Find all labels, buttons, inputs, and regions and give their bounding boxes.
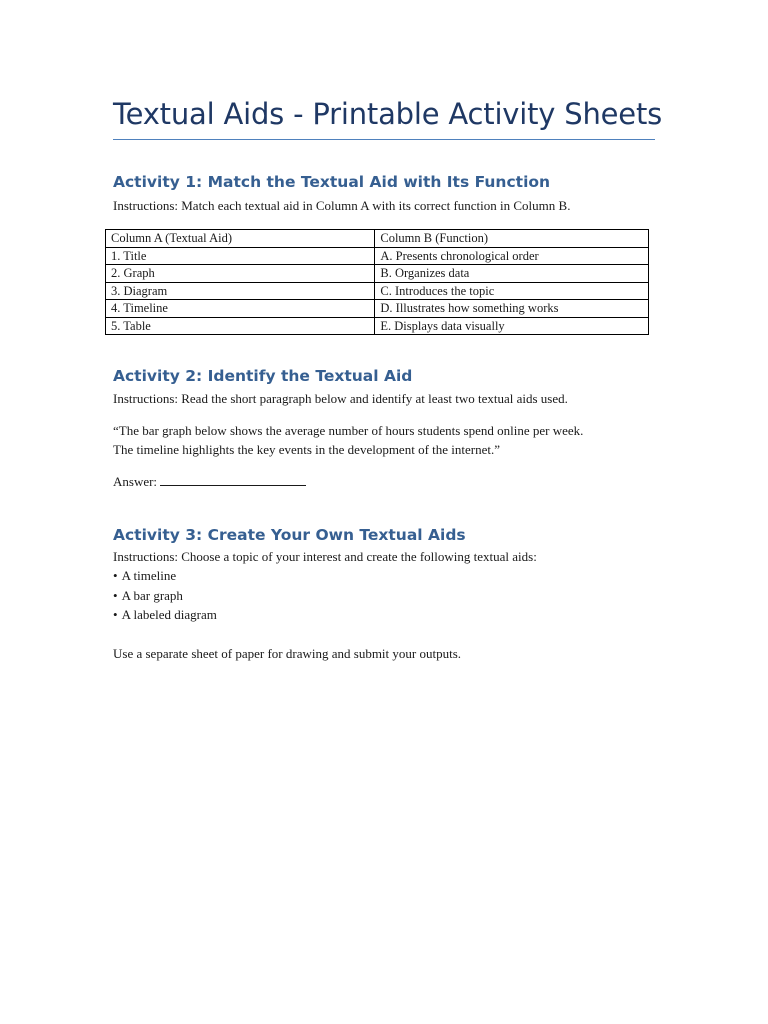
table-cell: D. Illustrates how something works (375, 300, 649, 318)
table-cell: E. Displays data visually (375, 317, 649, 335)
table-row (106, 317, 649, 335)
table-cell: C. Introduces the topic (375, 282, 649, 300)
answer-label: Answer: (113, 474, 158, 489)
match-table (105, 229, 649, 335)
bullet-icon: • (113, 607, 118, 622)
table-header-row (106, 230, 649, 248)
quote-line-2: The timeline highlights the key events in the development of the internet.” (113, 442, 501, 457)
table-cell: 3. Diagram (106, 282, 375, 300)
activity-2-instructions: Instructions: Read the short paragraph below and identify at least two textual aids used. (113, 391, 568, 406)
activity-3-instructions: Instructions: Choose a topic of your interest and create the following textual aids: (113, 549, 537, 564)
activity-2-heading: Activity 2: Identify the Textual Aid (113, 367, 413, 385)
bullet-icon: • (113, 568, 118, 583)
table-cell: 2. Graph (106, 265, 375, 283)
table-row (106, 247, 649, 265)
table-row (106, 265, 649, 283)
list-item: • A timeline (113, 568, 177, 583)
table-row (106, 282, 649, 300)
table-cell: 5. Table (106, 317, 375, 335)
table-cell: 1. Title (106, 247, 375, 265)
column-a-header: Column A (Textual Aid) (106, 230, 375, 248)
document-title: Textual Aids - Printable Activity Sheets (113, 97, 663, 131)
title-underline (113, 139, 655, 140)
quote-line-1: “The bar graph below shows the average number of hours students spend online per week. (113, 423, 584, 438)
activity-1-heading: Activity 1: Match the Textual Aid with Its Function (113, 173, 551, 191)
table-cell: A. Presents chronological order (375, 247, 649, 265)
answer-blank-line[interactable] (160, 472, 306, 486)
bullet-icon: • (113, 587, 118, 603)
textual-aids-list (113, 566, 217, 625)
table-cell: B. Organizes data (375, 265, 649, 283)
table-cell: 4. Timeline (106, 300, 375, 318)
list-item: • A bar graph (113, 587, 183, 603)
column-b-header: Column B (Function) (375, 230, 649, 248)
activity-1-instructions: Instructions: Match each textual aid in Column A with its correct function in Column B. (113, 198, 571, 213)
activity-3-heading: Activity 3: Create Your Own Textual Aids (113, 526, 466, 544)
closing-instruction: Use a separate sheet of paper for drawing and submit your outputs. (113, 646, 462, 661)
answer-row (113, 472, 306, 491)
table-row (106, 300, 649, 318)
list-item: • A labeled diagram (113, 607, 217, 622)
